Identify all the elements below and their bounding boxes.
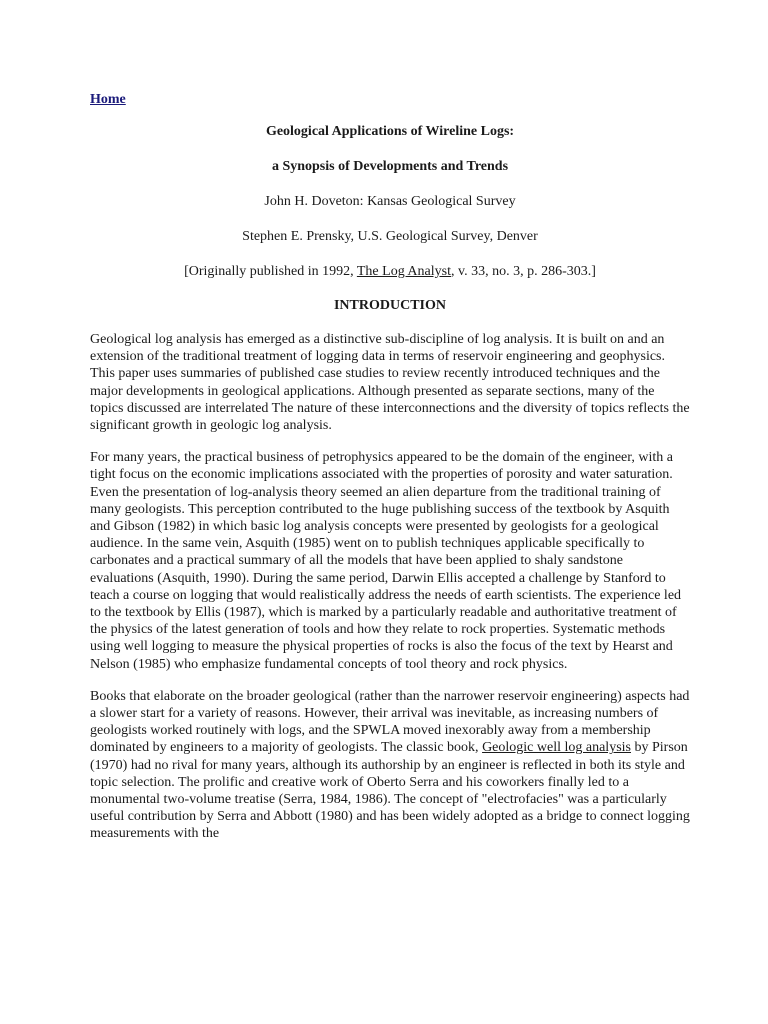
home-link[interactable]: Home [90, 92, 126, 107]
document-page [90, 90, 690, 843]
title-line-2: a Synopsis of Developments and Trends [271, 159, 509, 174]
paragraph-1: Geological log analysis has emerged as a distinctive sub-discipline of log analysis. It is built on and an extension of the traditional treatment of logging data in terms of reservoir engineering and geophysics. This paper uses summaries of published case studies to review recently introduced techniques and the major developments in geological applications. Although presented as separate sections, many of the topics discussed are interrelated The nature of these interconnections and the diversity of topics reflects the significant growth in geologic log analysis. [90, 332, 690, 434]
paragraph-2: For many years, the practical business of petrophysics appeared to be the domain of the engineer, with a tight focus on the economic implications associated with the properties of porosity and water saturation. Even the presentation of log-analysis theory seemed an alien departure from the traditional training of many geologists. This perception contributed to the huge publishing success of the textbook by Asquith and Gibson (1982) in which basic log analysis concepts were presented by geologists for a geological audience. In the same vein, Asquith (1985) went on to publish techniques applicable specifically to carbonates and a practical summary of all the models that have been applied to shaly sandstone evaluations (Asquith, 1990). During the same period, Darwin Ellis accepted a challenge by Stanford to teach a course on logging that would realistically address the needs of earth scientists. The experience led to the textbook by Ellis (1987), which is marked by a particularly readable and authoritative treatment of the physics of the latest generation of tools and how they relate to rock properties. Systematic methods using well logging to measure the physical properties of rocks is also the focus of the text by Hearst and Nelson (1985) who emphasize fundamental concepts of tool theory and rock physics. [90, 450, 682, 672]
publication-suffix: , v. 33, no. 3, p. 286-303.] [450, 264, 596, 279]
paragraph-3-text-a: Books that elaborate on the broader geological (rather than the narrower reservoir engineering) aspects had a slower start for a variety of reasons. However, their arrival was inevitable, as increasing numbers of geologists worked routinely with logs, and the SPWLA moved inexorably away from a membership dominated by engineers to a majority of geologists. The classic book, [90, 688, 690, 756]
journal-name: The Log Analyst [356, 264, 451, 279]
title-line-1: Geological Applications of Wireline Logs: [265, 124, 515, 139]
author-2: Stephen E. Prensky, U.S. Geological Survey, Denver [242, 229, 538, 244]
paragraph-3 [90, 688, 690, 843]
book-title-reference: Geologic well log analysis [482, 740, 631, 756]
paragraph-3-text-b: by Pirson (1970) had no rival for many years, although its authorship by an engineer is reflected in both its style and topic selection. The prolific and creative work of Oberto Serra and his coworkers finally led to a monumental two-volume treatise (Serra, 1984, 1986). The concept of "electrofacies" was a particularly useful contribution by Serra and Abbott (1980) and has been widely adopted as a bridge to connect logging measurements with the [90, 740, 690, 842]
section-heading-introduction: INTRODUCTION [333, 298, 446, 313]
publication-prefix: [Originally published in 1992, [184, 264, 357, 279]
publication-note [90, 263, 690, 281]
author-1: John H. Doveton: Kansas Geological Survey [264, 194, 516, 209]
